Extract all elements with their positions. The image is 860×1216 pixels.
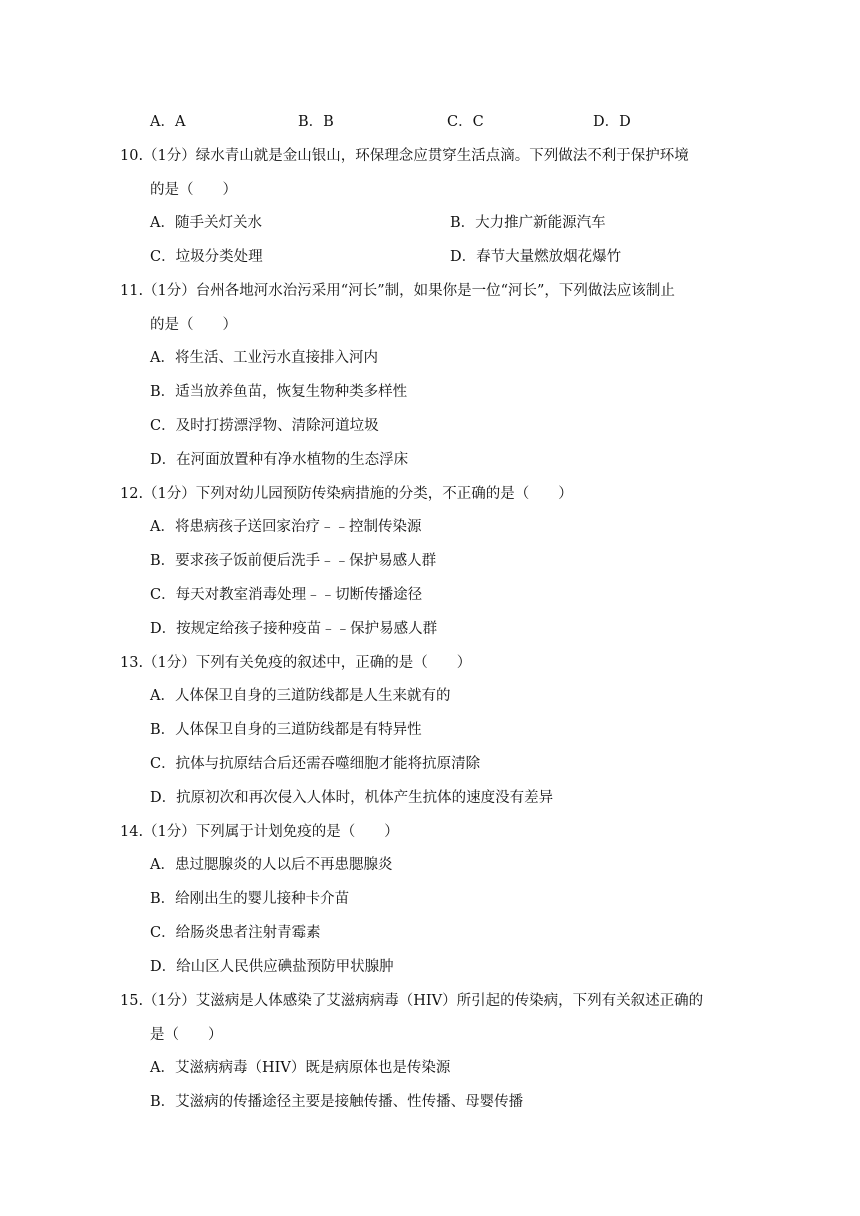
question-12-option-b: B．要求孩子饭前便后洗手﹣﹣保护易感人群 [150,553,437,569]
question-15-stem-cont: 是（ ） [150,1027,223,1043]
question-11-option-c: C．及时打捞漂浮物、清除河道垃圾 [150,418,379,434]
question-14-option-c: C．给肠炎患者注射青霉素 [150,925,321,941]
question-15-stem: 15.（1分）艾滋病是人体感染了艾滋病病毒（HIV）所引起的传染病，下列有关叙述正确的 [120,993,704,1009]
question-11-option-a: A．将生活、工业污水直接排入河内 [150,350,378,366]
question-10-option-a: A．随手关灯关水 [150,215,262,231]
question-10-option-b: B．大力推广新能源汽车 [450,215,606,231]
question-10-stem: 10.（1分）绿水青山就是金山银山，环保理念应贯穿生活点滴。下列做法不利于保护环境 [120,148,689,164]
question-12-option-c: C．每天对教室消毒处理﹣﹣切断传播途径 [150,587,423,603]
option-c: C．C [447,114,484,130]
question-11-stem: 11.（1分）台州各地河水治污采用“河长”制，如果你是一位“河长”，下列做法应该制止 [120,283,675,299]
question-13-option-b: B．人体保卫自身的三道防线都是有特异性 [150,722,422,738]
question-13-stem: 13.（1分）下列有关免疫的叙述中，正确的是（ ） [120,655,472,671]
question-14-stem: 14.（1分）下列属于计划免疫的是（ ） [120,824,399,840]
question-10-option-c: C．垃圾分类处理 [150,249,263,265]
question-12-option-d: D．按规定给孩子接种疫苗﹣﹣保护易感人群 [150,621,438,637]
question-13-option-d: D．抗原初次和再次侵入人体时，机体产生抗体的速度没有差异 [150,790,554,806]
question-11-option-b: B．适当放养鱼苗，恢复生物种类多样性 [150,384,408,400]
question-15-option-b: B．艾滋病的传播途径主要是接触传播、性传播、母婴传播 [150,1094,524,1110]
question-10-stem-cont: 的是（ ） [150,182,237,198]
question-13-option-a: A．人体保卫自身的三道防线都是人生来就有的 [150,688,451,704]
option-a: A．A [150,114,186,130]
question-14-option-d: D．给山区人民供应碘盐预防甲状腺肿 [150,959,394,975]
question-15-option-a: A．艾滋病病毒（HIV）既是病原体也是传染源 [150,1060,451,1076]
question-14-option-b: B．给刚出生的婴儿接种卡介苗 [150,891,350,907]
question-11-stem-cont: 的是（ ） [150,317,237,333]
question-14-option-a: A．患过腮腺炎的人以后不再患腮腺炎 [150,857,393,873]
option-b: B．B [298,114,334,130]
question-13-option-c: C．抗体与抗原结合后还需吞噬细胞才能将抗原清除 [150,756,481,772]
option-d: D．D [593,114,631,130]
question-12-stem: 12.（1分）下列对幼儿园预防传染病措施的分类，不正确的是（ ） [120,486,573,502]
question-10-option-d: D．春节大量燃放烟花爆竹 [450,249,622,265]
question-12-option-a: A．将患病孩子送回家治疗﹣﹣控制传染源 [150,519,422,535]
question-11-option-d: D．在河面放置种有净水植物的生态浮床 [150,452,409,468]
